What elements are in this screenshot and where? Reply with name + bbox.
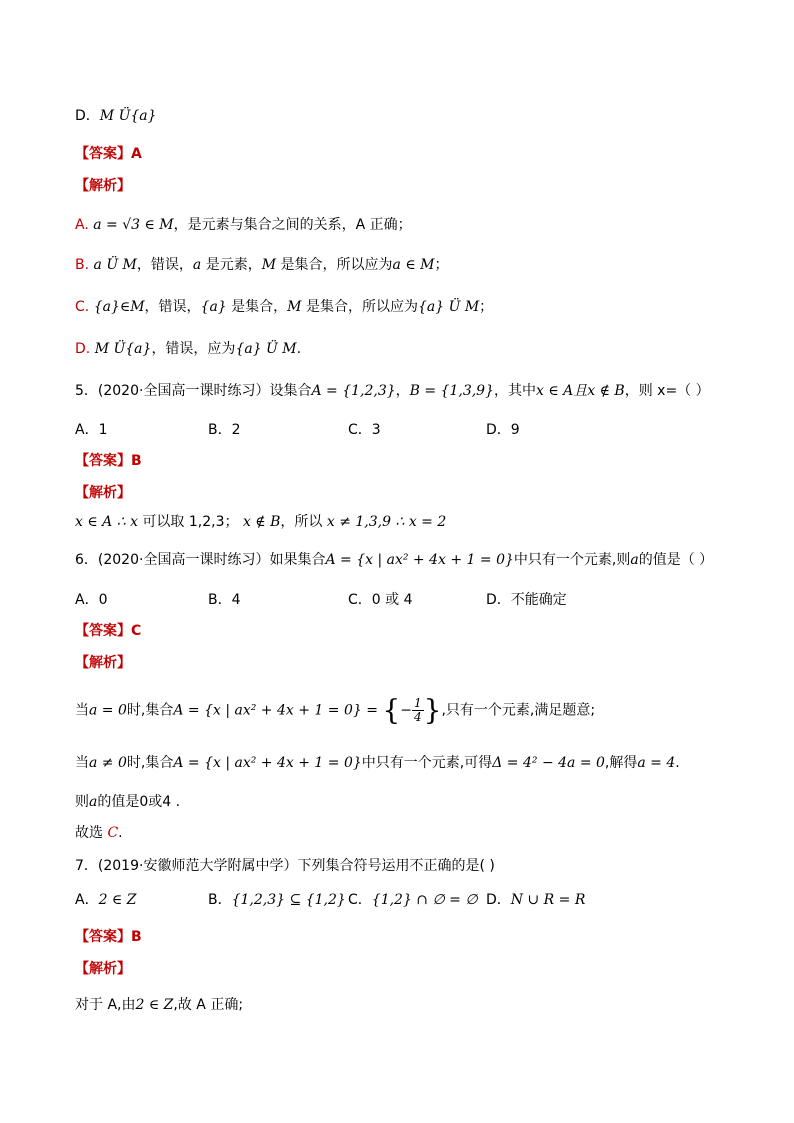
- text: A．0: [75, 592, 108, 608]
- line-l25: [75, 995, 243, 1015]
- choice-q6-3: [486, 590, 567, 610]
- math-expression: A = {x | ax² + 4x + 1 = 0}: [325, 552, 514, 568]
- line-l3: [75, 176, 131, 196]
- math-expression: a ≠ 0: [89, 755, 127, 771]
- line-l24: [75, 959, 131, 979]
- line-l1: [75, 106, 157, 126]
- line-l8: [75, 381, 710, 401]
- text: D．: [75, 108, 100, 124]
- text: 时,集合: [126, 755, 174, 771]
- math-expression: M: [287, 299, 302, 315]
- line-l11: [75, 483, 131, 503]
- line-l7: [75, 339, 301, 359]
- line-l18: [75, 753, 680, 773]
- minus-sign: −: [400, 702, 412, 719]
- text: 7．(2019·安徽师范大学附属中学）下列集合符号运用不正确的是( ): [75, 858, 495, 874]
- text: D．: [486, 892, 511, 908]
- math-expression: M Ü{a}: [99, 108, 157, 124]
- text: 对于 A,由: [75, 997, 136, 1013]
- fraction-numerator: 1: [413, 696, 422, 710]
- text: B．2: [208, 422, 241, 438]
- text: 5．(2020·全国高一课时练习）设集合: [75, 383, 312, 399]
- text: D．不能确定: [486, 592, 567, 608]
- line-l5: [75, 255, 448, 275]
- math-expression: {a} Ü M: [235, 341, 297, 357]
- line-l21: [75, 856, 495, 876]
- text: ，则 x=（ ）: [624, 383, 710, 399]
- math-expression: B = {1,3,9}: [409, 383, 494, 399]
- text: ，: [395, 383, 410, 399]
- text: 的值是0或4 .: [97, 794, 181, 810]
- math-expression: a: [192, 257, 202, 273]
- line-l23: [75, 927, 142, 947]
- text: ，是元素与集合之间的关系，A 正确；: [173, 217, 412, 233]
- text: C．0 或 4: [348, 592, 413, 608]
- fraction: [412, 697, 424, 724]
- math: A = {x | ax² + 4x + 1 = 0} =: [173, 702, 383, 719]
- text: .: [118, 825, 123, 841]
- text: 6．(2020·全国高一课时练习）如果集合: [75, 552, 326, 568]
- math-expression: a: [630, 552, 639, 568]
- text: ，错误，: [136, 257, 193, 273]
- solution-case-a-zero: [75, 693, 596, 727]
- text: 故选: [75, 825, 108, 841]
- text: ；: [479, 299, 494, 315]
- brace-left: {: [382, 693, 401, 727]
- line-l16: [75, 653, 131, 673]
- math-expression: a = 4: [637, 755, 676, 771]
- math-expression: M: [261, 257, 277, 273]
- math-expression: {a} Ü M: [417, 299, 480, 315]
- line-l13: [75, 550, 713, 570]
- text: A．: [75, 892, 99, 908]
- math-expression: 2 ∈ Z: [135, 997, 174, 1013]
- choice-q5-2: [348, 420, 381, 440]
- section-label: 【解析】: [75, 655, 131, 671]
- text: .: [675, 755, 680, 771]
- text: ，错误，: [144, 299, 201, 315]
- line-l15: [75, 621, 141, 641]
- text: ，所以: [280, 514, 327, 530]
- math-expression: N ∪ R = R: [510, 892, 586, 908]
- text: 可以取 1,2,3；: [137, 514, 239, 530]
- math-expression: a: [89, 794, 98, 810]
- choice-q5-0: [75, 420, 107, 440]
- text: 中只有一个元素,则: [513, 552, 631, 568]
- math-expression: {1,2} ∩ ∅ = ∅: [371, 892, 478, 908]
- text: 中只有一个元素,可得: [361, 755, 493, 771]
- line-l19: [75, 792, 180, 812]
- text: B．4: [208, 592, 241, 608]
- choice-q5-1: [208, 420, 241, 440]
- text: 的值是（ ）: [638, 552, 714, 568]
- text: 则: [75, 794, 89, 810]
- math-expression: x ∈ A ∴ x: [75, 514, 138, 530]
- line-l12: [75, 512, 446, 532]
- math-expression: A = {1,2,3}: [311, 383, 396, 399]
- text: 时,集合: [126, 702, 174, 719]
- section-label: 【答案】C: [75, 623, 142, 639]
- text: 是元素，: [201, 257, 262, 273]
- math-expression: Δ = 4² − 4a = 0: [492, 755, 605, 771]
- line-l2: [75, 144, 142, 164]
- line-l10: [75, 451, 142, 471]
- choice-q5-3: [486, 420, 520, 440]
- math-expression: x ≠ 1,3,9 ∴ x = 2: [326, 514, 447, 530]
- text: ,解得: [604, 755, 638, 771]
- text: ，错误，应为: [151, 341, 236, 357]
- fraction-denominator: 4: [413, 710, 422, 724]
- section-label: 【答案】B: [75, 929, 142, 945]
- text: 是集合，所以应为: [276, 257, 393, 273]
- math-expression: M Ü{a}: [94, 341, 152, 357]
- text: ,故 A 正确;: [173, 997, 244, 1013]
- option-label: C.: [75, 299, 94, 315]
- text: C．: [348, 892, 372, 908]
- text: 当: [75, 702, 89, 719]
- text: C．3: [348, 422, 381, 438]
- choice-q7-2: [348, 890, 478, 910]
- answer-letter: C: [107, 825, 119, 841]
- math: a = 0: [89, 702, 127, 719]
- text: 是集合，: [226, 299, 288, 315]
- choice-q6-1: [208, 590, 241, 610]
- brace-right: }: [423, 693, 442, 727]
- text: A．1: [75, 422, 108, 438]
- math-expression: a ∈ M: [392, 257, 435, 273]
- text: B．: [208, 892, 232, 908]
- section-label: 【解析】: [75, 178, 131, 194]
- math-expression: A = {x | ax² + 4x + 1 = 0}: [173, 755, 362, 771]
- line-l6: [75, 297, 493, 317]
- math-expression: {a}∈M: [93, 299, 145, 315]
- option-label: D.: [75, 341, 95, 357]
- math-expression: {a}: [200, 299, 227, 315]
- choice-q6-2: [348, 590, 413, 610]
- text: 是集合，所以应为: [301, 299, 418, 315]
- choice-q7-1: [208, 890, 346, 910]
- math-expression: x ∉ B: [238, 514, 281, 530]
- math-expression: a = √3 ∈ M: [93, 217, 174, 233]
- choice-q7-0: [75, 890, 136, 910]
- choice-q6-0: [75, 590, 107, 610]
- math-expression: a Ü M: [93, 257, 137, 273]
- math-expression: {1,2,3} ⊆ {1,2}: [231, 892, 346, 908]
- section-label: 【解析】: [75, 961, 131, 977]
- line-l20: [75, 823, 123, 843]
- text: 当: [75, 755, 89, 771]
- option-label: B.: [75, 257, 94, 273]
- choice-q7-3: [486, 890, 585, 910]
- section-label: 【答案】A: [75, 146, 142, 162]
- text: .: [296, 341, 302, 357]
- text: ；: [434, 257, 449, 273]
- option-label: A.: [75, 217, 94, 233]
- text: ,只有一个元素,满足题意;: [441, 702, 596, 719]
- text: D．9: [486, 422, 520, 438]
- math-expression: x ∈ A且x ∉ B: [536, 383, 625, 399]
- math-expression: 2 ∈ Z: [98, 892, 137, 908]
- line-l4: [75, 215, 412, 235]
- section-label: 【答案】B: [75, 453, 142, 469]
- text: ，其中: [494, 383, 536, 399]
- section-label: 【解析】: [75, 485, 131, 501]
